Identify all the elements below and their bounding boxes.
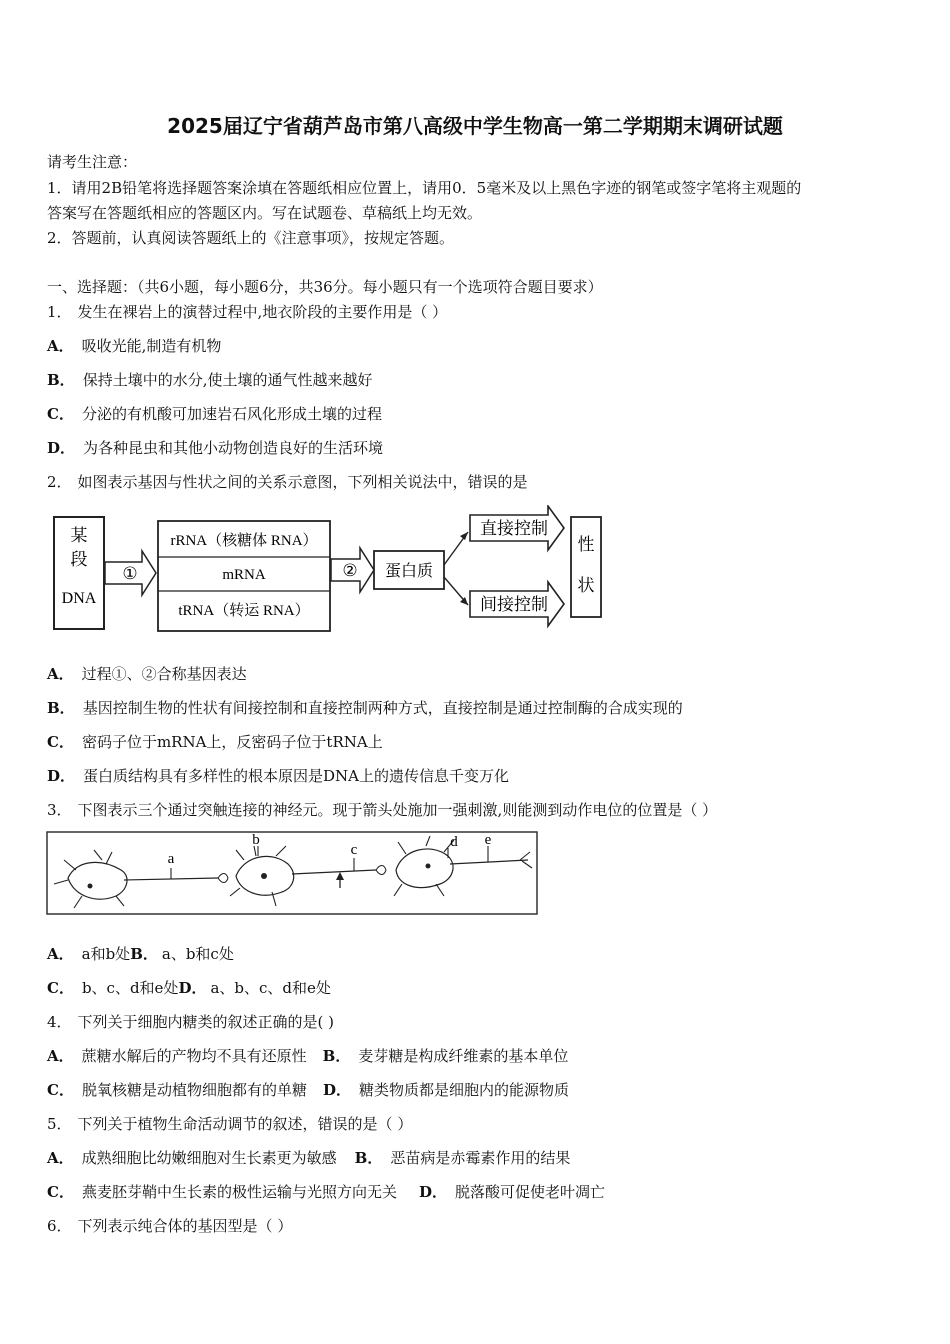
neuron-3-soma bbox=[396, 849, 453, 888]
question-5 bbox=[47, 1114, 412, 1134]
site-d-label: d bbox=[450, 834, 458, 850]
q2-option-d bbox=[47, 766, 509, 786]
question-number: 6． bbox=[47, 1217, 72, 1235]
q2-option-a bbox=[47, 664, 247, 684]
connector-arrowhead bbox=[460, 597, 468, 605]
site-c-label: c bbox=[350, 842, 358, 858]
option-label: C． bbox=[47, 733, 74, 751]
mrna-label: mRNA bbox=[222, 567, 266, 583]
option-text: 脱落酸可促使老叶凋亡 bbox=[454, 1183, 605, 1201]
option-text: 为各种昆虫和其他小动物创造良好的生活环境 bbox=[83, 439, 384, 457]
neuron-3-nucleus bbox=[426, 864, 431, 869]
rrna-label: rRNA（核糖体 RNA） bbox=[170, 533, 318, 549]
option-text: 燕麦胚芽鞘中生长素的极性运输与光照方向无关 bbox=[81, 1183, 397, 1201]
neuron-2-axon bbox=[292, 870, 376, 874]
neuron-2-nucleus bbox=[261, 873, 267, 879]
synapse-1 bbox=[218, 874, 228, 883]
q1-option-a bbox=[47, 336, 221, 356]
trait-box bbox=[571, 517, 601, 617]
neuron-1-nucleus bbox=[88, 884, 93, 889]
trna-label: tRNA（转运 RNA） bbox=[178, 603, 310, 619]
option-text: 蔗糖水解后的产物均不具有还原性 bbox=[81, 1047, 307, 1065]
question-number: 5． bbox=[47, 1115, 72, 1133]
option-label: A． bbox=[47, 665, 74, 683]
q1-option-c bbox=[47, 404, 382, 424]
q4-options-line-2 bbox=[47, 1080, 569, 1100]
option-text: 恶苗病是赤霉素作用的结果 bbox=[390, 1149, 571, 1167]
question-number: 1． bbox=[47, 303, 72, 321]
dna-label-1: 某 bbox=[70, 526, 88, 545]
option-text: 麦芽糖是构成纤维素的基本单位 bbox=[358, 1047, 569, 1065]
option-text: b、c、d和e处 bbox=[81, 979, 179, 997]
option-label: C． bbox=[47, 1081, 74, 1099]
question-number: 4． bbox=[47, 1013, 72, 1031]
question-text: 下列表示纯合体的基因型是（ ） bbox=[77, 1217, 293, 1235]
dna-label-3: DNA bbox=[61, 590, 97, 607]
question-2 bbox=[47, 472, 528, 492]
option-label: C． bbox=[47, 1183, 74, 1201]
gene-trait-diagram bbox=[48, 505, 610, 635]
notice-item-1-line-1: 1．请用2B铅笔将选择题答案涂填在答题纸相应位置上，请用0．5毫米及以上黑色字迹的钢笔或签字笔将主观题的 bbox=[47, 179, 802, 197]
option-text: 分泌的有机酸可加速岩石风化形成土壤的过程 bbox=[81, 405, 382, 423]
q2-option-b bbox=[47, 698, 683, 718]
option-text: 成熟细胞比幼嫩细胞对生长素更为敏感 bbox=[81, 1149, 337, 1167]
question-6 bbox=[47, 1216, 292, 1236]
option-label: A． bbox=[47, 1047, 74, 1065]
site-e-label: e bbox=[484, 832, 492, 848]
stimulus-arrowhead bbox=[336, 872, 344, 880]
exam-title: 2025届辽宁省葫芦岛市第八高级中学生物高一第二学期期末调研试题 bbox=[167, 114, 783, 138]
indirect-control-label: 间接控制 bbox=[480, 595, 548, 614]
option-label: D． bbox=[47, 439, 76, 457]
q5-options-line-2 bbox=[47, 1182, 605, 1202]
dna-label-2: 段 bbox=[70, 550, 88, 569]
trait-label-1: 性 bbox=[577, 535, 595, 554]
q5-options-line-1 bbox=[47, 1148, 570, 1168]
option-label: B． bbox=[354, 1149, 383, 1167]
neuron-1-soma bbox=[68, 862, 127, 899]
option-text: 脱氧核糖是动植物细胞都有的单糖 bbox=[81, 1081, 307, 1099]
notice-item-2: 2．答题前，认真阅读答题纸上的《注意事项》，按规定答题。 bbox=[47, 229, 455, 247]
section-heading: 一、选择题：（共6小题，每小题6分，共36分。每小题只有一个选项符合题目要求） bbox=[47, 278, 603, 296]
option-label: A． bbox=[47, 1149, 74, 1167]
site-a-label: a bbox=[167, 851, 175, 867]
q3-options-line-1 bbox=[47, 944, 234, 964]
connector-arrowhead bbox=[460, 532, 468, 540]
option-text: 基因控制生物的性状有间接控制和直接控制两种方式，直接控制是通过控制酶的合成实现的 bbox=[82, 699, 683, 717]
trait-label-2: 状 bbox=[577, 576, 595, 595]
question-text: 下列关于植物生命活动调节的叙述，错误的是（ ） bbox=[77, 1115, 413, 1133]
option-text: a、b和c处 bbox=[161, 945, 234, 963]
question-number: 3． bbox=[47, 801, 72, 819]
option-text: 保持土壤中的水分,使土壤的通气性越来越好 bbox=[82, 371, 373, 389]
q1-option-b bbox=[47, 370, 372, 390]
notice-item-1-line-2: 答案写在答题纸相应的答题区内。写在试题卷、草稿纸上均无效。 bbox=[47, 204, 483, 222]
option-text: a和b处 bbox=[81, 945, 131, 963]
step-2-label: ② bbox=[342, 561, 358, 580]
question-number: 2． bbox=[47, 473, 72, 491]
question-text: 如图表示基因与性状之间的关系示意图，下列相关说法中，错误的是 bbox=[77, 473, 528, 491]
notice-heading: 请考生注意： bbox=[47, 153, 138, 171]
question-4 bbox=[47, 1012, 334, 1032]
option-text: a、b、c、d和e处 bbox=[210, 979, 331, 997]
option-label: D． bbox=[322, 1081, 351, 1099]
neuron-3-axon bbox=[450, 860, 528, 864]
question-text: 下图表示三个通过突触连接的神经元。现于箭头处施加一强刺激,则能测到动作电位的位置是（ ） bbox=[77, 801, 718, 819]
option-text: 密码子位于mRNA上，反密码子位于tRNA上 bbox=[81, 733, 383, 751]
option-label: D． bbox=[418, 1183, 447, 1201]
option-label: A． bbox=[47, 337, 74, 355]
option-label: B． bbox=[130, 945, 158, 963]
protein-label: 蛋白质 bbox=[384, 563, 434, 580]
option-label: B． bbox=[47, 371, 75, 389]
synapse-2 bbox=[376, 866, 386, 875]
option-label: D． bbox=[178, 979, 207, 997]
question-text: 发生在裸岩上的演替过程中,地衣阶段的主要作用是（ ） bbox=[77, 303, 448, 321]
option-label: B． bbox=[47, 699, 75, 717]
direct-control-label: 直接控制 bbox=[480, 519, 548, 538]
question-text: 下列关于细胞内糖类的叙述正确的是( ) bbox=[77, 1013, 335, 1031]
site-b-label: b bbox=[252, 832, 260, 848]
option-text: 过程①、②合称基因表达 bbox=[81, 665, 247, 683]
q2-option-c bbox=[47, 732, 383, 752]
option-label: C． bbox=[47, 979, 74, 997]
step-1-label: ① bbox=[122, 564, 138, 583]
question-3 bbox=[47, 800, 717, 820]
option-text: 糖类物质都是细胞内的能源物质 bbox=[358, 1081, 569, 1099]
option-label: A． bbox=[47, 945, 74, 963]
option-label: B． bbox=[322, 1047, 351, 1065]
neuron-1-dendrite bbox=[54, 850, 124, 908]
option-text: 吸收光能,制造有机物 bbox=[81, 337, 222, 355]
q1-option-d bbox=[47, 438, 383, 458]
q4-options-line-1 bbox=[47, 1046, 568, 1066]
neuron-diagram bbox=[46, 830, 540, 918]
q3-options-line-2 bbox=[47, 978, 331, 998]
option-text: 蛋白质结构具有多样性的根本原因是DNA上的遗传信息千变万化 bbox=[83, 767, 510, 785]
option-label: C． bbox=[47, 405, 74, 423]
question-1 bbox=[47, 302, 447, 322]
option-label: D． bbox=[47, 767, 76, 785]
